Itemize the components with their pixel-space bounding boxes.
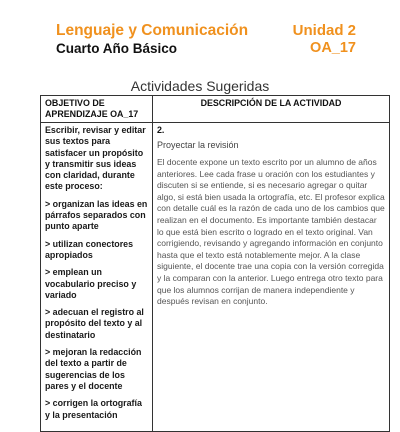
objective-item: > emplean un vocabulario preciso y variado <box>45 267 137 300</box>
activities-table <box>40 95 390 432</box>
objective-item: > adecuan el registro al propósito del texto y al destinatario <box>45 307 144 340</box>
objective-intro: Escribir, revisar y editar sus textos para satisfacer un propósito y transmitir sus ideas con claridad, durante este proceso: <box>45 125 146 192</box>
objective-item: > organizan las ideas en párrafos separados con punto aparte <box>45 198 148 232</box>
section-title: Actividades Sugeridas <box>130 78 270 94</box>
activity-title: Proyectar la revisión <box>157 140 239 150</box>
objective-cell <box>41 123 153 432</box>
table-row <box>41 123 390 432</box>
activity-number: 2. <box>157 125 165 135</box>
description-cell <box>153 123 390 432</box>
objective-column-header: OBJETIVO DE APRENDIZAJE OA_17 <box>41 96 153 123</box>
objective-item: > utilizan conectores apropiados <box>45 238 134 260</box>
objective-item: > mejoran la redacción del texto a partir de sugerencias de los pares y el docente <box>45 347 142 391</box>
grade-title: Cuarto Año Básico <box>56 41 178 56</box>
oa-label: OA_17 <box>310 40 356 56</box>
document-header-left <box>56 22 248 57</box>
unit-label: Unidad 2 <box>292 22 356 39</box>
activity-text: El docente expone un texto escrito por un alumno de años anteriores. Lee cada frase u oración con los estudiantes y discuten si se entiende, si es necesario agregar o quitar algo, si está bien usada la ortografía, etc. El profesor explica con detalle cuál es la razón de cada uno de los cambios que realizan en el documento. Es importante también destacar lo que está bien escrito o logrado en el texto original. Van corrigiendo, revisando y agregando información en conjunto hasta que el texto está notablemente mejor. A la clase siguiente, el docente trae una copia con la versión corregida y la comparan con la anterior. Luego entrega otro texto para que los alumnos corrijan de manera independiente y después revisan en conjunto. <box>157 157 385 307</box>
description-column-header: DESCRIPCIÓN DE LA ACTIVIDAD <box>153 96 390 123</box>
document-header-right <box>293 22 356 57</box>
table-header-row <box>41 96 390 123</box>
objective-item: > corrigen la ortografía y la presentación <box>45 398 142 420</box>
subject-title: Lenguaje y Comunicación <box>56 22 249 39</box>
